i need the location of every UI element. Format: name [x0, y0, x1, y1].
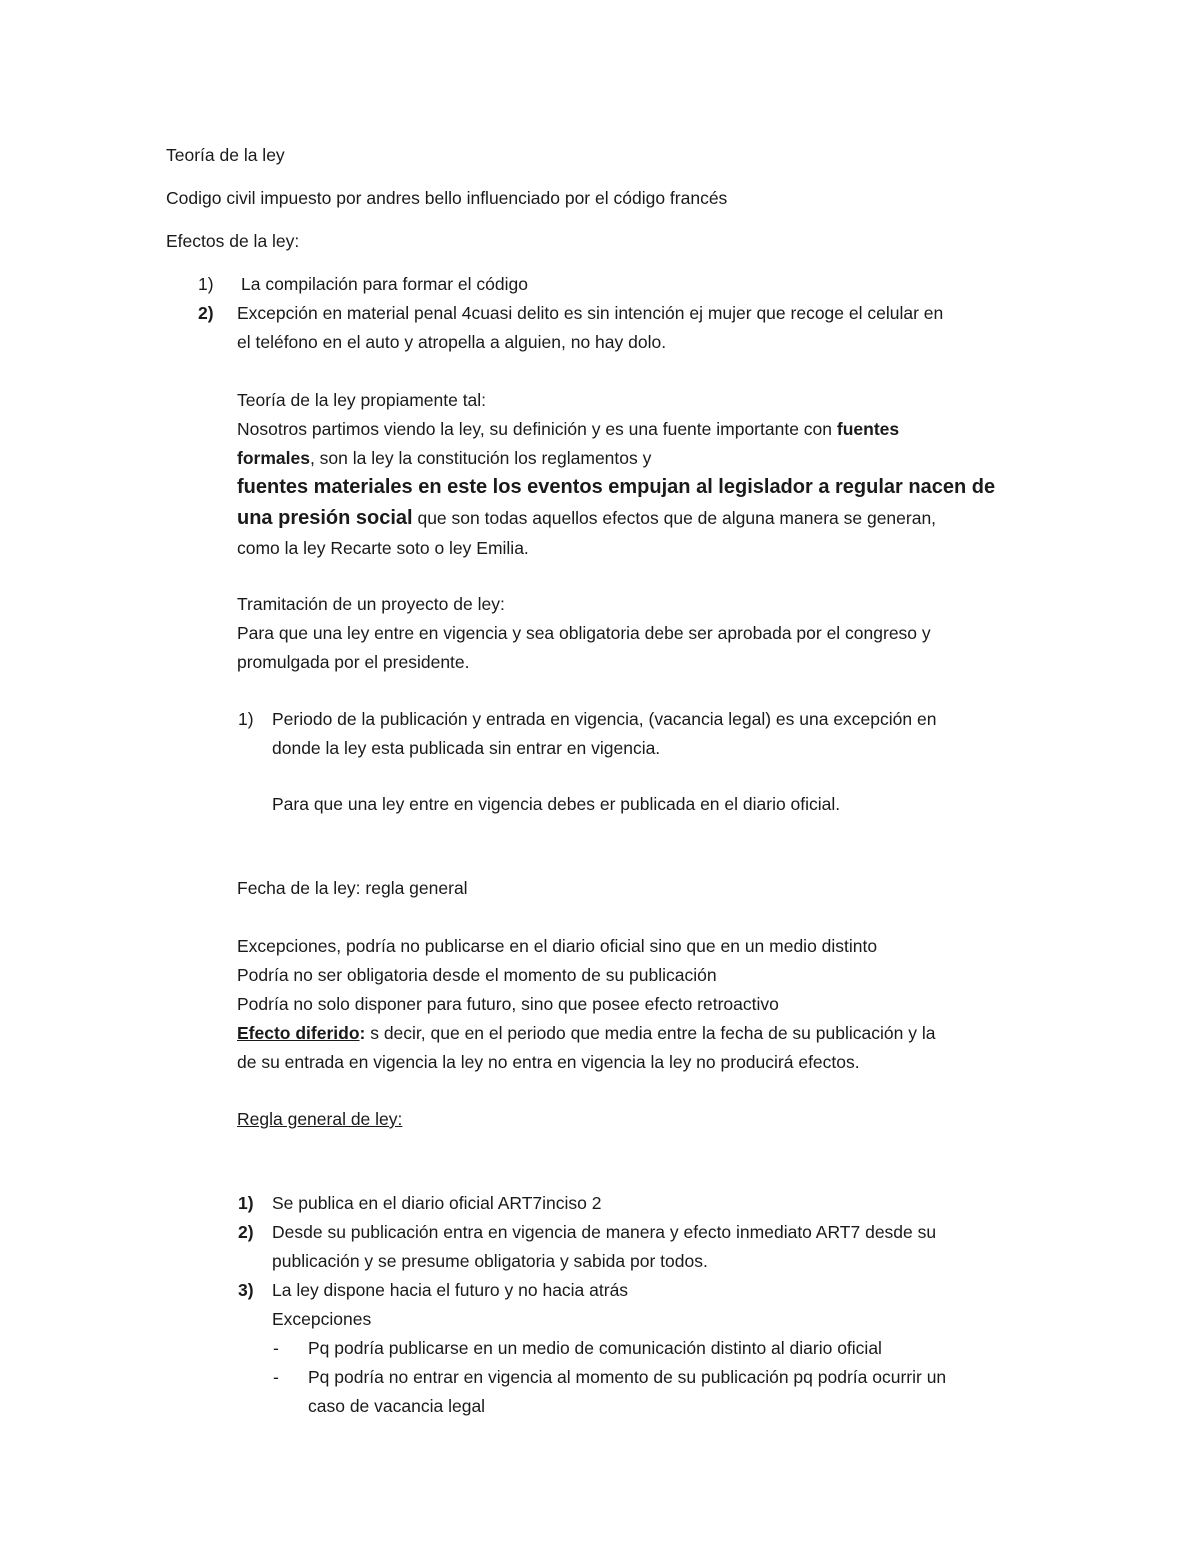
- excepciones-line: Podría no ser obligatoria desde el momento de su publicación: [237, 965, 717, 985]
- teoria-text: Nosotros partimos viendo la ley, su definición y es una fuente importante con: [237, 419, 837, 439]
- efectos-heading: Efectos de la ley:: [166, 231, 300, 251]
- tramitacion-line: Para que una ley entre en vigencia y sea obligatoria debe ser aprobada por el congreso y: [237, 623, 931, 643]
- teoria-line: [237, 474, 995, 500]
- list-number: 2): [238, 1222, 254, 1242]
- excepciones-line: Podría no solo disponer para futuro, sino que posee efecto retroactivo: [237, 994, 779, 1014]
- list-number: 2): [198, 303, 214, 323]
- dash-bullet: -: [273, 1367, 279, 1387]
- regla-item-line: Desde su publicación entra en vigencia de manera y efecto inmediato ART7 desde su: [272, 1222, 937, 1242]
- intro-paragraph: Codigo civil impuesto por andres bello influenciado por el código francés: [166, 188, 728, 208]
- list-number: 1): [238, 1193, 254, 1213]
- list-item-line: el teléfono en el auto y atropella a alguien, no hay dolo.: [237, 332, 667, 352]
- teoria-line: [237, 505, 936, 531]
- efecto-diferido-line2: de su entrada en vigencia la ley no entra en vigencia la ley no producirá efectos.: [237, 1052, 860, 1072]
- efecto-colon: :: [359, 1023, 366, 1043]
- document-title: Teoría de la ley: [166, 145, 285, 165]
- regla-item-line: La ley dispone hacia el futuro y no hacia atrás: [272, 1280, 629, 1300]
- excepciones-line: Excepciones, podría no publicarse en el diario oficial sino que en un medio distinto: [237, 936, 878, 956]
- sub-item-line: caso de vacancia legal: [308, 1396, 486, 1416]
- regla-item-line: Se publica en el diario oficial ART7inciso 2: [272, 1193, 602, 1213]
- teoria-heading: Teoría de la ley propiamente tal:: [237, 390, 487, 410]
- regla-item-line: publicación y se presume obligatoria y sabida por todos.: [272, 1251, 708, 1271]
- efecto-text: s decir, que en el periodo que media entre la fecha de su publicación y la: [365, 1023, 936, 1043]
- periodo-note: Para que una ley entre en vigencia debes er publicada en el diario oficial.: [272, 794, 841, 814]
- efecto-diferido-label: Efecto diferido: [237, 1023, 360, 1043]
- regla-heading: Regla general de ley:: [237, 1109, 403, 1129]
- presion-social-bold: una presión social: [237, 507, 413, 529]
- sub-item-line: Pq podría publicarse en un medio de comunicación distinto al diario oficial: [308, 1338, 882, 1358]
- periodo-line: Periodo de la publicación y entrada en vigencia, (vacancia legal) es una excepción en: [272, 709, 937, 729]
- dash-bullet: -: [273, 1338, 279, 1358]
- tramitacion-heading: Tramitación de un proyecto de ley:: [237, 594, 505, 614]
- sub-item-line: Pq podría no entrar en vigencia al momento de su publicación pq podría ocurrir un: [308, 1367, 947, 1387]
- efecto-diferido-line: [237, 1022, 935, 1044]
- teoria-text-large: en este los eventos empujan al legislador a regular nacen de: [412, 476, 996, 498]
- list-number: 1): [238, 709, 254, 729]
- teoria-line: [237, 447, 651, 469]
- periodo-line: donde la ley esta publicada sin entrar en vigencia.: [272, 738, 661, 758]
- regla-item-line: Excepciones: [272, 1309, 372, 1329]
- tramitacion-line: promulgada por el presidente.: [237, 652, 470, 672]
- formales-bold: formales: [237, 448, 310, 468]
- list-number: 3): [238, 1280, 254, 1300]
- fecha-heading: Fecha de la ley: regla general: [237, 878, 468, 898]
- list-number: 1): [198, 274, 214, 294]
- teoria-line: como la ley Recarte soto o ley Emilia.: [237, 538, 529, 558]
- fuentes-bold: fuentes: [836, 419, 900, 439]
- list-item: La compilación para formar el código: [241, 274, 528, 294]
- teoria-text: que son todas aquellos efectos que de alguna manera se generan,: [412, 508, 937, 528]
- list-item-line: Excepción en material penal 4cuasi delito es sin intención ej mujer que recoge el celular en: [237, 303, 944, 323]
- teoria-line: [237, 418, 899, 440]
- fuentes-materiales-bold: fuentes materiales: [237, 476, 413, 498]
- teoria-text: , son la ley la constitución los reglamentos y: [309, 448, 652, 468]
